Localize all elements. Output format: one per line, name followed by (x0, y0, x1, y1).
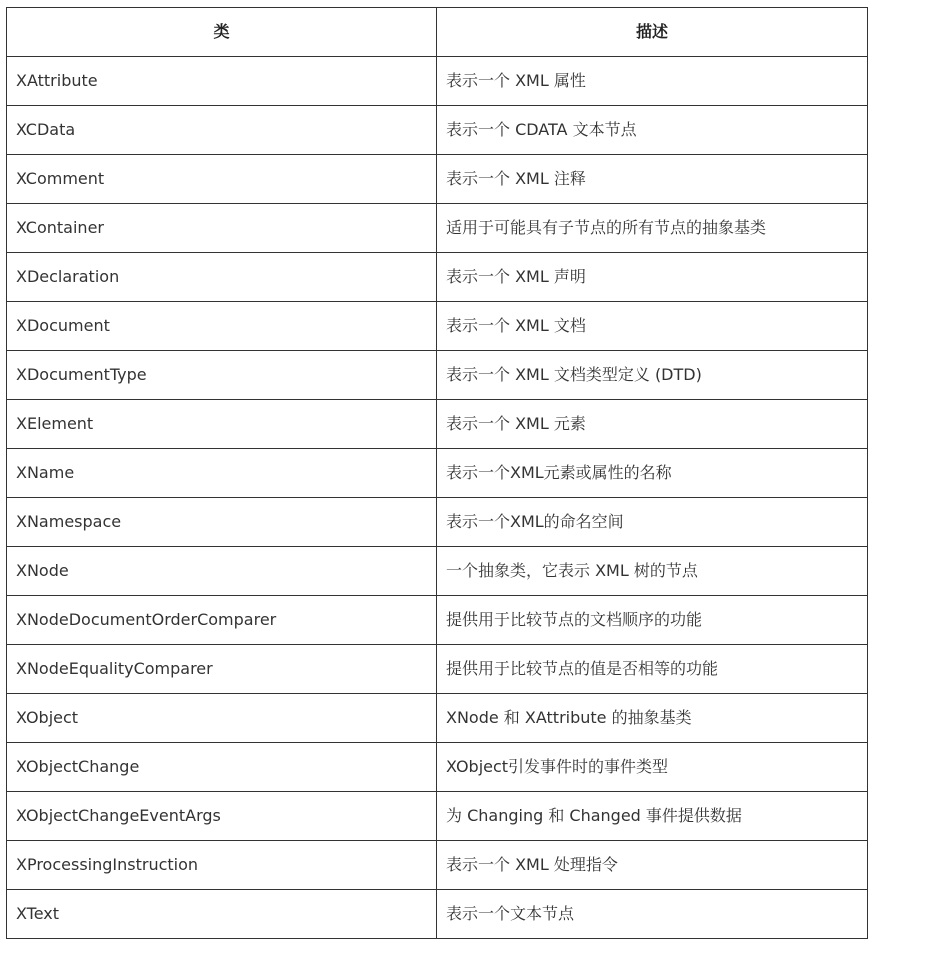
class-cell: XNode (7, 547, 437, 596)
description-cell: 表示一个XML元素或属性的名称 (437, 449, 868, 498)
class-cell: XDocument (7, 302, 437, 351)
class-cell: XProcessingInstruction (7, 841, 437, 890)
header-row (7, 8, 868, 57)
table-row (7, 106, 868, 155)
table-row (7, 302, 868, 351)
table-row (7, 547, 868, 596)
table-row (7, 890, 868, 939)
table-row (7, 743, 868, 792)
class-table (6, 7, 868, 939)
table-row (7, 155, 868, 204)
table-row (7, 694, 868, 743)
description-cell: XNode 和 XAttribute 的抽象基类 (437, 694, 868, 743)
class-cell: XObjectChange (7, 743, 437, 792)
class-cell: XContainer (7, 204, 437, 253)
table-row (7, 351, 868, 400)
class-cell: XText (7, 890, 437, 939)
table-row (7, 449, 868, 498)
class-cell: XAttribute (7, 57, 437, 106)
table-row (7, 841, 868, 890)
description-cell: 为 Changing 和 Changed 事件提供数据 (437, 792, 868, 841)
table-row (7, 596, 868, 645)
description-cell: 表示一个XML的命名空间 (437, 498, 868, 547)
class-cell: XElement (7, 400, 437, 449)
description-cell: 表示一个 XML 元素 (437, 400, 868, 449)
class-cell: XCData (7, 106, 437, 155)
table-row (7, 400, 868, 449)
description-cell: 提供用于比较节点的文档顺序的功能 (437, 596, 868, 645)
header-description: 描述 (437, 8, 868, 57)
description-cell: 表示一个 XML 文档 (437, 302, 868, 351)
class-cell: XObject (7, 694, 437, 743)
class-cell: XDocumentType (7, 351, 437, 400)
description-cell: XObject引发事件时的事件类型 (437, 743, 868, 792)
class-cell: XDeclaration (7, 253, 437, 302)
table-header (7, 8, 868, 57)
description-cell: 表示一个 XML 注释 (437, 155, 868, 204)
description-cell: 表示一个 CDATA 文本节点 (437, 106, 868, 155)
description-cell: 表示一个 XML 文档类型定义 (DTD) (437, 351, 868, 400)
class-cell: XNodeDocumentOrderComparer (7, 596, 437, 645)
description-cell: 提供用于比较节点的值是否相等的功能 (437, 645, 868, 694)
description-cell: 表示一个 XML 属性 (437, 57, 868, 106)
table-body (7, 57, 868, 939)
class-cell: XNodeEqualityComparer (7, 645, 437, 694)
description-cell: 表示一个 XML 处理指令 (437, 841, 868, 890)
table-row (7, 498, 868, 547)
description-cell: 表示一个 XML 声明 (437, 253, 868, 302)
class-cell: XName (7, 449, 437, 498)
table-row (7, 57, 868, 106)
class-cell: XComment (7, 155, 437, 204)
table-row (7, 204, 868, 253)
table-row (7, 645, 868, 694)
class-cell: XNamespace (7, 498, 437, 547)
table-row (7, 253, 868, 302)
class-cell: XObjectChangeEventArgs (7, 792, 437, 841)
header-class: 类 (7, 8, 437, 57)
description-cell: 一个抽象类，它表示 XML 树的节点 (437, 547, 868, 596)
description-cell: 适用于可能具有子节点的所有节点的抽象基类 (437, 204, 868, 253)
table-row (7, 792, 868, 841)
description-cell: 表示一个文本节点 (437, 890, 868, 939)
